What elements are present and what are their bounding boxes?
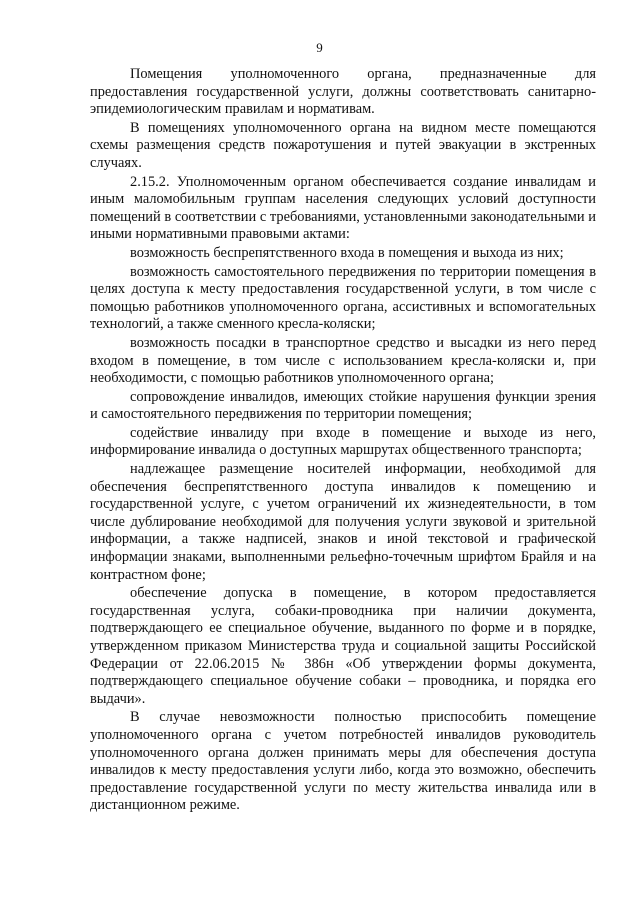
paragraph-independent-movement: возможность самостоятельного передвижения по территории помещения в целях доступа к месту предоставления государственной услуги, в том числе с помощью работников уполномоченного органа, ассистивных и вспомогательных технологий, а также сменного кресла-коляски; (90, 263, 596, 333)
paragraph-accessibility-conditions: 2.15.2. Уполномоченным органом обеспечивается создание инвалидам и иным маломобильным группам населения следующих условий доступности помещений в соответствии с требованиями, установленными законодательными и иными нормативными правовыми актами: (90, 173, 596, 243)
paragraph-evacuation-schemes: В помещениях уполномоченного органа на видном месте помещаются схемы размещения средств пожаротушения и путей эвакуации в экстренных случаях. (90, 119, 596, 171)
paragraph-guide-dog: обеспечение допуска в помещение, в котором предоставляется государственная услуга, собаки-проводника при наличии документа, подтверждающего ее специальное обучение, выданного по форме и в порядке, утвержденном приказом Министерства труда и социальной защиты Российской Федерации от 22.06.2015 № 386н «Об утверждении формы документа, подтверждающего специальное обучение собаки – проводника, и порядка его выдачи». (90, 585, 596, 707)
paragraph-entry-exit: возможность беспрепятственного входа в помещения и выхода из них; (130, 244, 564, 261)
paragraph-vehicle-boarding: возможность посадки в транспортное средство и высадки из него перед входом в помещение, в том числе с использованием кресла-коляски и, при необходимости, с помощью работников уполномоченного органа; (90, 334, 596, 387)
page-number: 9 (316, 40, 323, 55)
paragraph-assistance-informing: содействие инвалиду при входе в помещение и выходе из него, информирование инвалида о доступных маршрутах общественного транспорта; (90, 424, 596, 459)
paragraph-premises-requirements: Помещения уполномоченного органа, предназначенные для предоставления государственной услуги, должны соответствовать санитарно-эпидемиологическим правилам и нормативам. (90, 66, 596, 118)
paragraph-escort: сопровождение инвалидов, имеющих стойкие нарушения функции зрения и самостоятельного передвижения по территории помещения; (90, 388, 596, 423)
paragraph-alternative-measures: В случае невозможности полностью приспособить помещение уполномоченного органа с учетом потребностей инвалидов руководитель уполномоченного органа должен принимать меры для обеспечения доступа инвалидов к месту предоставления услуги либо, когда это возможно, обеспечить предоставление государственной услуги по месту жительства инвалида или в дистанционном режиме. (90, 709, 596, 814)
document-body (90, 66, 596, 816)
paragraph-information-carriers: надлежащее размещение носителей информации, необходимой для обеспечения беспрепятственного доступа инвалидов к помещению и государственной услуге, с учетом ограничений их жизнедеятельности, в том числе дублирование необходимой для получения услуги звуковой и зрительной информации, а также надписей, знаков и иной текстовой и графической информации знаками, выполненными рельефно-точечным шрифтом Брайля и на контрастном фоне; (90, 461, 596, 583)
